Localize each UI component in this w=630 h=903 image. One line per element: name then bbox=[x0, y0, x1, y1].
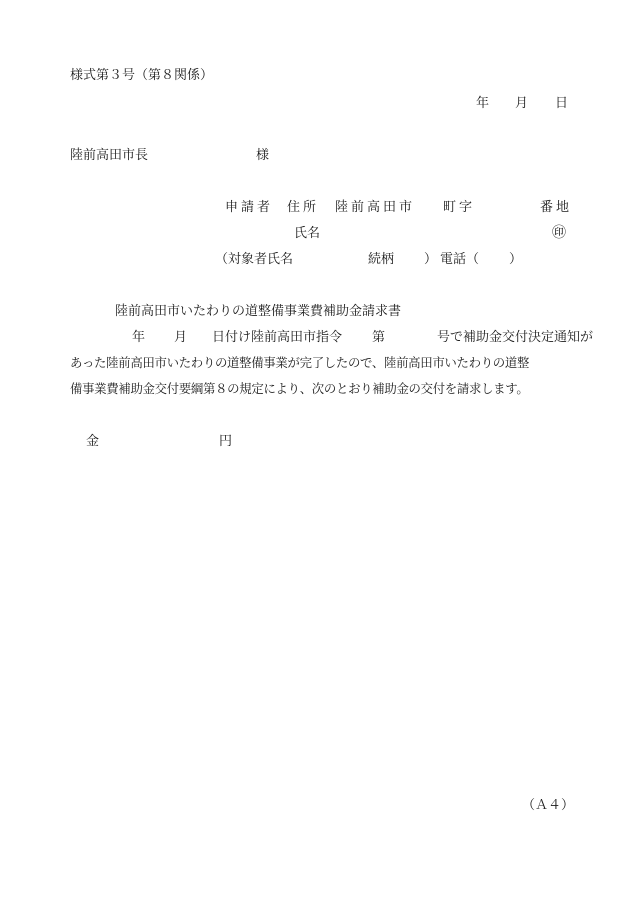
applicant-address-label: 住所 bbox=[287, 200, 320, 215]
body-line1-part-b: 第 bbox=[372, 330, 386, 345]
phone-close-paren: ） bbox=[509, 252, 523, 267]
body-line1-part-a: 日付け陸前高田市指令 bbox=[212, 330, 343, 345]
target-close-paren: ） bbox=[424, 252, 438, 267]
applicant-town-label: 町字 bbox=[443, 200, 476, 215]
body-line1-part-c: 号で補助金交付決定通知が bbox=[437, 330, 594, 345]
amount-label: 金 bbox=[86, 434, 100, 449]
phone-label: 電話（ bbox=[440, 252, 480, 267]
date-day-label: 日 bbox=[555, 96, 569, 111]
date-month-label: 月 bbox=[515, 96, 529, 111]
form-number: 様式第３号（第８関係） bbox=[70, 68, 214, 83]
addressee-honorific: 様 bbox=[256, 148, 270, 163]
applicant-lot-label: 番地 bbox=[540, 200, 573, 215]
applicant-city: 陸前高田市 bbox=[335, 200, 416, 215]
target-person-label: （対象者氏名 bbox=[215, 252, 294, 267]
applicant-name-label: 氏名 bbox=[294, 226, 321, 241]
seal-mark: ㊞ bbox=[552, 225, 566, 241]
body-year-label: 年 bbox=[132, 330, 146, 345]
paper-size-note: （Ａ４） bbox=[522, 798, 575, 813]
document-title: 陸前高田市いたわりの道整備事業費補助金請求書 bbox=[115, 304, 402, 319]
body-month-label: 月 bbox=[174, 330, 188, 345]
relation-label: 続柄 bbox=[368, 252, 395, 267]
date-year-label: 年 bbox=[476, 96, 490, 111]
applicant-role-label: 申請者 bbox=[225, 200, 274, 215]
body-line-2: あった陸前高田市いたわりの道整備事業が完了したので、陸前高田市いたわりの道整 bbox=[70, 355, 530, 370]
addressee-name: 陸前高田市長 bbox=[70, 148, 149, 163]
amount-unit: 円 bbox=[219, 434, 233, 449]
body-line-3: 備事業費補助金交付要綱第８の規定により、次のとおり補助金の交付を請求します。 bbox=[70, 381, 529, 396]
